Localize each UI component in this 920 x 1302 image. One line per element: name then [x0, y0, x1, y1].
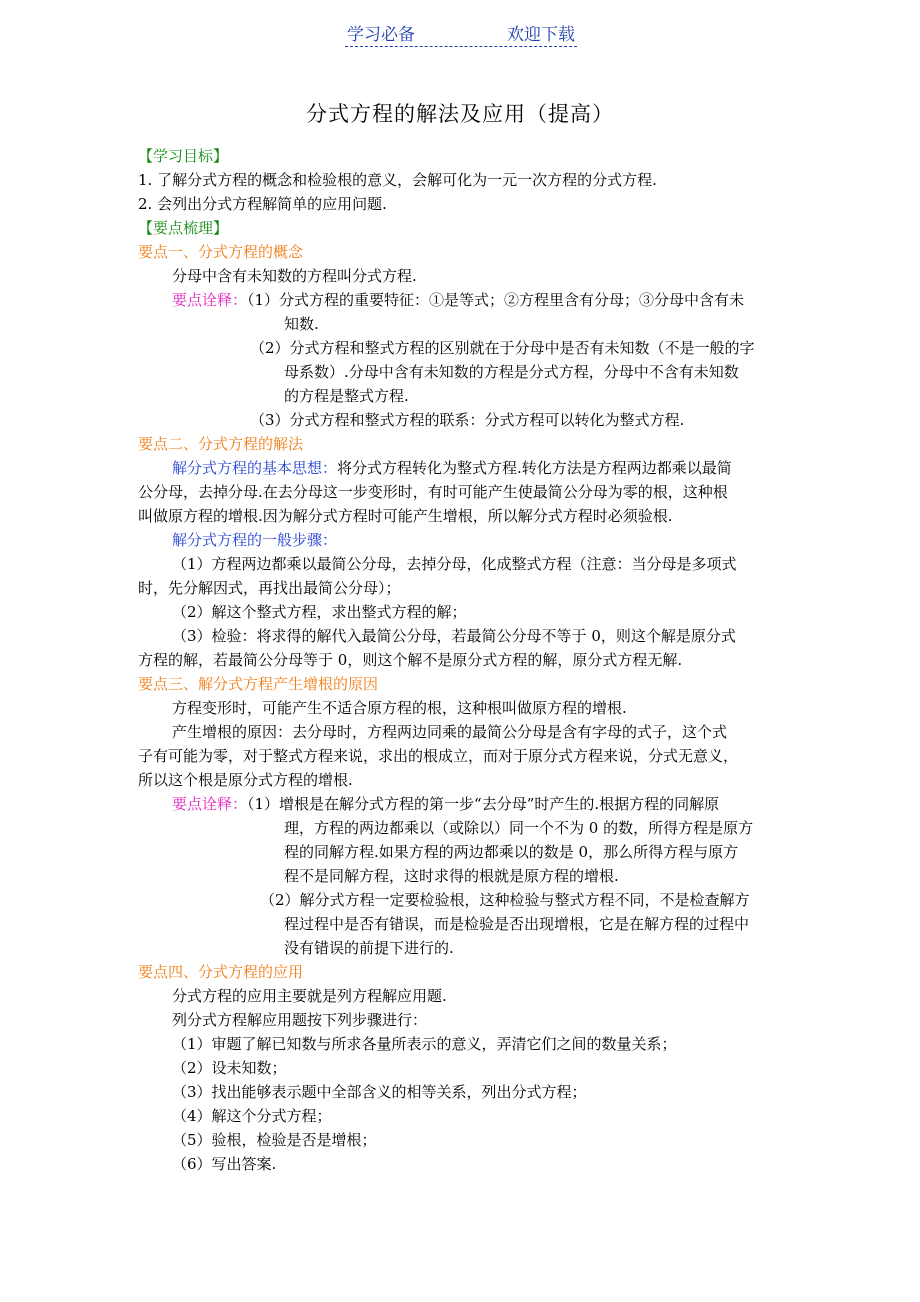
note-text: （1）分式方程的重要特征：①是等式；②方程里含有分母；③分母中含有未 — [247, 291, 745, 309]
paragraph: 公分母，去掉分母.在去分母这一步变形时，有时可能产生使最简公分母为零的根，这种根 — [138, 483, 728, 501]
section-heading-1: 要点一、分式方程的概念 — [138, 243, 304, 261]
paragraph: 分母中含有未知数的方程叫分式方程. — [172, 267, 417, 285]
section-heading-4: 要点四、分式方程的应用 — [138, 963, 304, 981]
note-line — [172, 290, 744, 310]
note-label: 要点诠释： — [172, 291, 248, 309]
step-line: （3）找出能够表示题中全部含义的相等关系，列出分式方程； — [172, 1083, 587, 1101]
note-line: 理，方程的两边都乘以（或除以）同一个不为 0 的数，所得方程是原方 — [284, 819, 754, 837]
paragraph: 子有可能为零，对于整式方程来说，求出的根成立，而对于原分式方程来说，分式无意义， — [138, 747, 739, 765]
step-line: （5）验根，检验是否是增根； — [172, 1131, 377, 1149]
step-line: （2）解这个整式方程，求出整式方程的解； — [172, 603, 467, 621]
note-line: 的方程是整式方程. — [284, 387, 409, 405]
paragraph: 方程变形时，可能产生不适合原方程的根，这种根叫做原方程的增根. — [172, 699, 627, 717]
section-heading-2: 要点二、分式方程的解法 — [138, 435, 304, 453]
step-line: （2）设未知数； — [172, 1059, 287, 1077]
paragraph-text: 将分式方程转化为整式方程.转化方法是方程两边都乘以最简 — [337, 459, 732, 477]
objective-item: 2. 会列出分式方程解简单的应用问题. — [138, 195, 387, 213]
step-line: （4）解这个分式方程； — [172, 1107, 332, 1125]
paragraph: 叫做原方程的增根.因为解分式方程时可能产生增根，所以解分式方程时必须验根. — [138, 507, 673, 525]
section-heading-3: 要点三、解分式方程产生增根的原因 — [138, 675, 379, 693]
paragraph: 列分式方程解应用题按下列步骤进行： — [172, 1011, 428, 1029]
steps-label: 解分式方程的一般步骤： — [172, 531, 338, 549]
review-heading: 【要点梳理】 — [138, 219, 229, 237]
note-label: 要点诠释： — [172, 795, 248, 813]
idea-label: 解分式方程的基本思想： — [172, 459, 338, 477]
objectives-heading: 【学习目标】 — [138, 147, 229, 165]
note-line: （3）分式方程和整式方程的联系：分式方程可以转化为整式方程. — [250, 411, 685, 429]
note-line — [172, 794, 719, 814]
step-line: 时，先分解因式，再找出最简公分母）； — [138, 579, 401, 597]
paragraph: 分式方程的应用主要就是列方程解应用题. — [172, 987, 447, 1005]
note-line: 知数. — [284, 315, 319, 333]
note-line: 程不是同解方程，这时求得的根就是原方程的增根. — [284, 867, 619, 885]
paragraph — [172, 458, 732, 478]
page-header — [345, 20, 577, 47]
paragraph: 产生增根的原因：去分母时，方程两边同乘的最简公分母是含有字母的式子，这个式 — [172, 723, 728, 741]
step-line: （3）检验：将求得的解代入最简公分母，若最简公分母不等于 0，则这个解是原分式 — [172, 627, 736, 645]
note-text: （1）增根是在解分式方程的第一步“去分母”时产生的.根据方程的同解原 — [247, 795, 720, 813]
note-line: 程过程中是否有错误，而是检验是否出现增根，它是在解方程的过程中 — [284, 915, 750, 933]
paragraph: 所以这个根是原分式方程的增根. — [138, 771, 353, 789]
note-line: （2）分式方程和整式方程的区别就在于分母中是否有未知数（不是一般的字 — [250, 339, 755, 357]
step-line: （6）写出答案. — [172, 1155, 277, 1173]
header-right: 欢迎下载 — [507, 25, 575, 45]
header-left: 学习必备 — [347, 25, 415, 45]
step-line: （1）方程两边都乘以最简公分母，去掉分母，化成整式方程（注意：当分母是多项式 — [172, 555, 737, 573]
page-title: 分式方程的解法及应用（提高） — [306, 102, 614, 126]
objective-item: 1. 了解分式方程的概念和检验根的意义，会解可化为一元一次方程的分式方程. — [138, 171, 657, 189]
step-line: 方程的解，若最简公分母等于 0，则这个解不是原分式方程的解，原分式方程无解. — [138, 651, 683, 669]
note-line: 母系数）.分母中含有未知数的方程是分式方程，分母中不含有未知数 — [284, 363, 739, 381]
step-line: （1）审题了解已知数与所求各量所表示的意义，弄清它们之间的数量关系； — [172, 1035, 677, 1053]
note-line: 程的同解方程.如果方程的两边都乘以的数是 0，那么所得方程与原方 — [284, 843, 739, 861]
note-line: 没有错误的前提下进行的. — [284, 939, 454, 957]
note-line: （2）解分式方程一定要检验根，这种检验与整式方程不同，不是检查解方 — [260, 891, 750, 909]
